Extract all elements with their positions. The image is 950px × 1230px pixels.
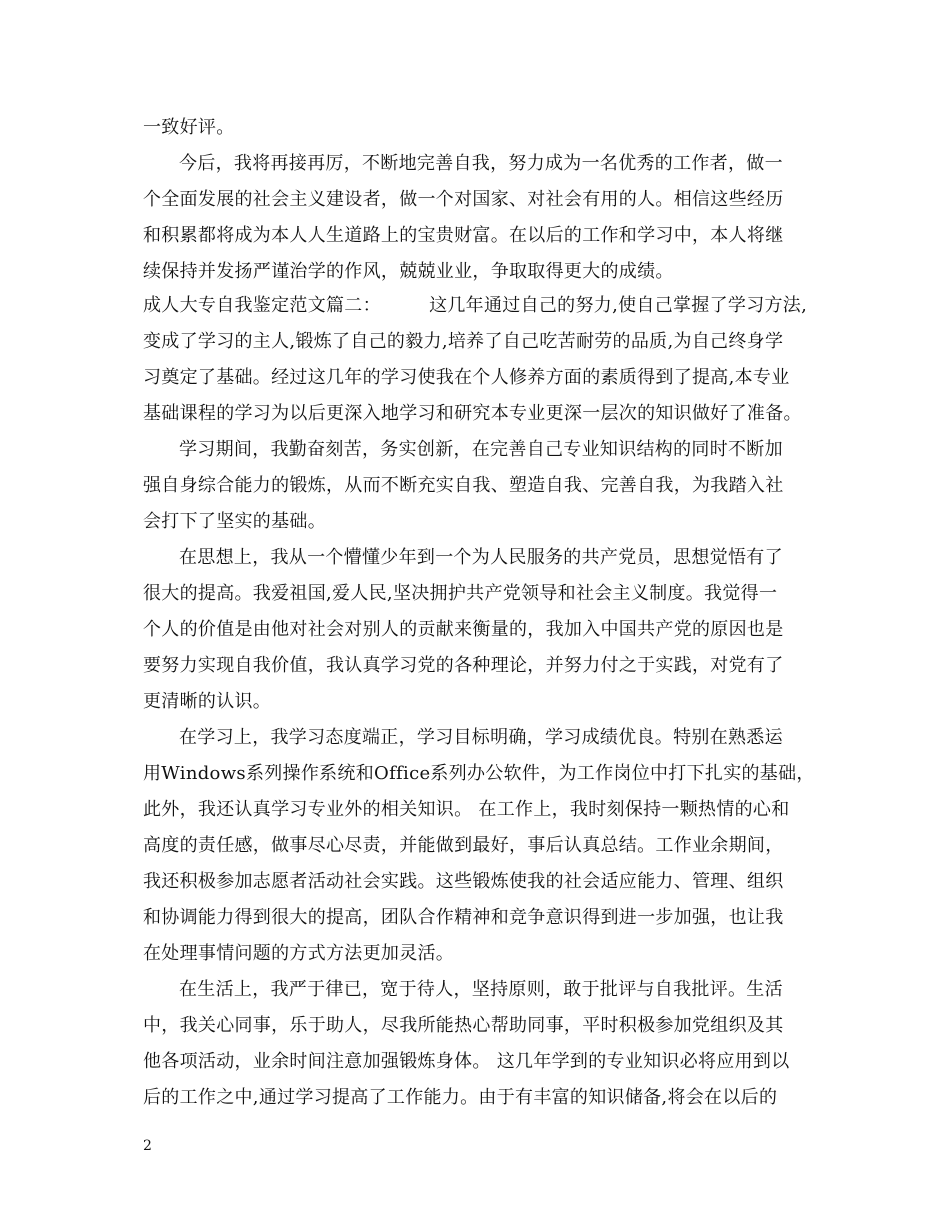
text-line: 变成了学习的主人,锻炼了自己的毅力,培养了自己吃苦耐劳的品质,为自己终身学 [143, 331, 784, 352]
text-line: 在学习上，我学习态度端正，学习目标明确，学习成绩优良。特别在熟悉运 [179, 727, 783, 748]
text-line: 高度的责任感，做事尽心尽责，并能做到最好，事后认真总结。工作业余期间， [143, 835, 784, 856]
text-line: 很大的提高。我爱祖国,爱人民,坚决拥护共产党领导和社会主义制度。我觉得一 [143, 583, 778, 604]
text-line: 一致好评。 [143, 117, 235, 138]
text-line: 在处理事情问题的方式方法更加灵活。 [143, 943, 455, 964]
text-line: 基础课程的学习为以后更深入地学习和研究本专业更深一层次的知识做好了准备。 [143, 403, 802, 424]
text-line: 要努力实现自我价值，我认真学习党的各种理论，并努力付之于实践，对党有了 [143, 655, 784, 676]
text-line: 成人大专自我鉴定范文篇二： 这几年通过自己的努力,使自己掌握了学习方法, [143, 295, 808, 316]
text-line: 会打下了坚实的基础。 [143, 511, 326, 532]
text-line: 习奠定了基础。经过这几年的学习使我在个人修养方面的素质得到了提高,本专业 [143, 367, 790, 388]
text-line: 后的工作之中,通过学习提高了工作能力。由于有丰富的知识储备,将会在以后的 [143, 1087, 778, 1108]
text-line: 和积累都将成为本人人生道路上的宝贵财富。在以后的工作和学习中，本人将继 [143, 225, 784, 246]
text-line: 强自身综合能力的锻炼，从而不断充实自我、塑造自我、完善自我，为我踏入社 [143, 475, 784, 496]
text-line: 个人的价值是由他对社会对别人的贡献来衡量的，我加入中国共产党的原因也是 [143, 619, 784, 640]
text-line: 更清晰的认识。 [143, 691, 272, 712]
text-line: 今后，我将再接再厉，不断地完善自我，努力成为一名优秀的工作者，做一 [179, 153, 783, 174]
text-line: 用Windows系列操作系统和Office系列办公软件，为工作岗位中打下扎实的基础， [143, 763, 815, 784]
text-line: 中，我关心同事，乐于助人，尽我所能热心帮助同事，平时积极参加党组织及其 [143, 1015, 784, 1036]
text-line: 在生活上，我严于律已，宽于待人，坚持原则，敢于批评与自我批评。生活 [179, 979, 783, 1000]
page-number: 2 [143, 1138, 152, 1154]
text-line: 我还积极参加志愿者活动社会实践。这些锻炼使我的社会适应能力、管理、组织 [143, 871, 784, 892]
text-line: 和协调能力得到很大的提高，团队合作精神和竞争意识得到进一步加强，也让我 [143, 907, 784, 928]
text-line: 他各项活动，业余时间注意加强锻炼身体。 这几年学到的专业知识必将应用到以 [143, 1051, 790, 1072]
text-line: 续保持并发扬严谨治学的作风，兢兢业业，争取取得更大的成绩。 [143, 261, 674, 282]
text-line: 个全面发展的社会主义建设者，做一个对国家、对社会有用的人。相信这些经历 [143, 189, 784, 210]
text-line: 学习期间，我勤奋刻苦，务实创新，在完善自己专业知识结构的同时不断加 [179, 439, 783, 460]
text-line: 在思想上，我从一个懵懂少年到一个为人民服务的共产党员，思想觉悟有了 [179, 547, 783, 568]
text-line: 此外，我还认真学习专业外的相关知识。 在工作上，我时刻保持一颗热情的心和 [143, 799, 790, 820]
